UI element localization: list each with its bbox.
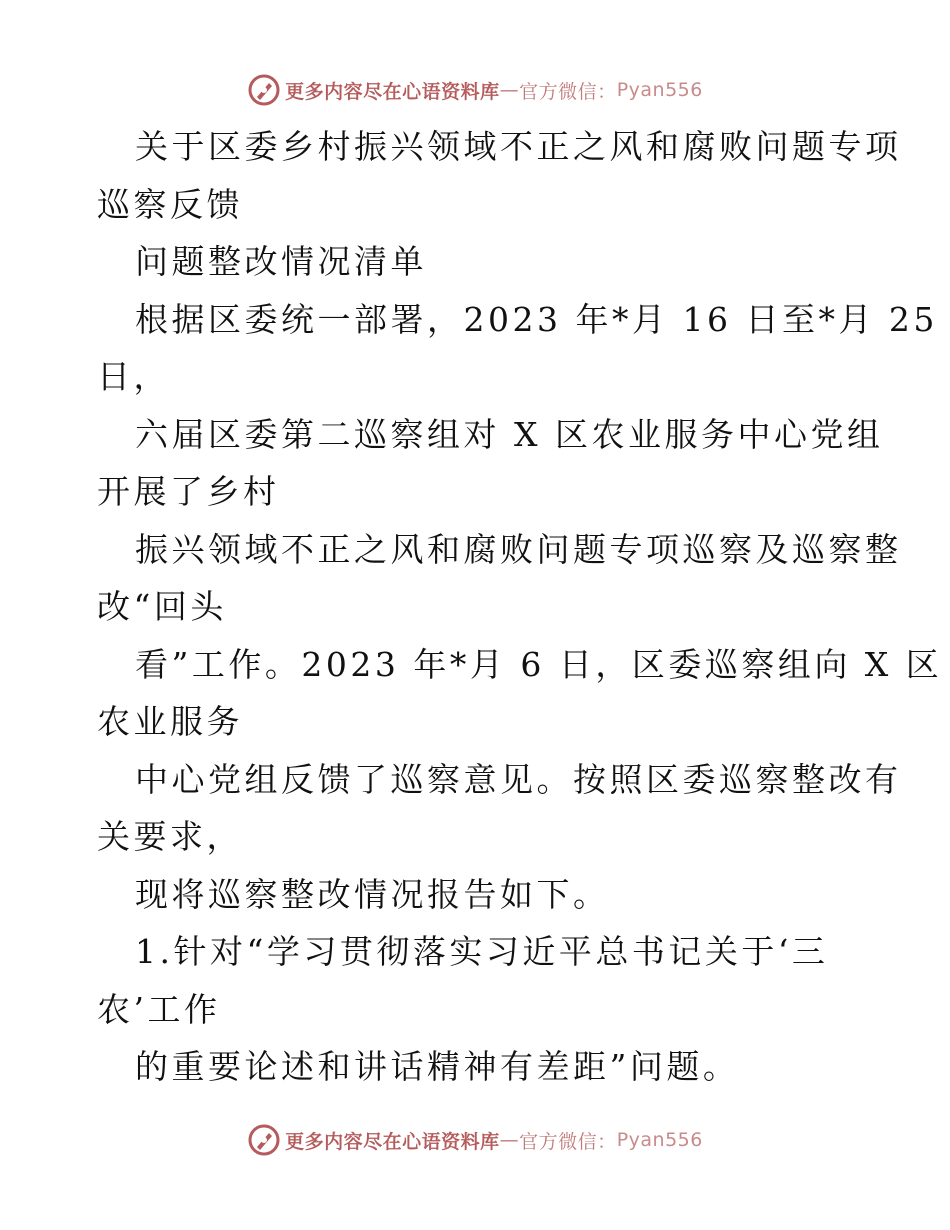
- text-line: 现将巡察整改情况报告如下。: [135, 874, 610, 914]
- watermark-separator: —: [499, 79, 520, 101]
- watermark-separator: —: [499, 1129, 520, 1151]
- watermark-suffix: 官方微信：: [519, 1130, 617, 1153]
- pen-circle-logo-icon: [247, 1123, 281, 1157]
- text-line: 农’工作: [97, 989, 221, 1029]
- text-line: 日，: [97, 357, 170, 396]
- text-line: 中心党组反馈了巡察意见。按照区委巡察整改有: [135, 759, 902, 799]
- watermark-handle: Pyan556: [616, 79, 703, 101]
- watermark-brand: 更多内容尽在心语资料库: [285, 80, 500, 103]
- text-line: 开展了乡村: [97, 472, 280, 511]
- text-line: 关于区委乡村振兴领域不正之风和腐败问题专项: [135, 127, 902, 166]
- watermark-banner-bottom: [0, 1120, 950, 1160]
- watermark-suffix: 官方微信：: [519, 80, 617, 103]
- watermark-handle: Pyan556: [616, 1129, 703, 1151]
- text-line: 1.针对“学习贯彻落实习近平总书记关于‘三: [135, 932, 829, 971]
- watermark-brand: 更多内容尽在心语资料库: [285, 1130, 500, 1153]
- text-line: 关要求，: [97, 817, 243, 856]
- document-body: [97, 118, 943, 1096]
- text-line: 改“回头: [97, 587, 227, 626]
- text-line: 六届区委第二巡察组对 X 区农业服务中心党组: [135, 414, 884, 454]
- text-line: 问题整改情况清单: [135, 242, 427, 281]
- text-line: 看”工作。2023 年*月 6 日，区委巡察组向 X 区: [135, 644, 943, 684]
- text-line: 根据区委统一部署，2023 年*月 16 日至*月 25: [135, 299, 938, 339]
- text-line: 巡察反馈: [97, 184, 243, 224]
- text-line: 的重要论述和讲话精神有差距”问题。: [135, 1047, 740, 1086]
- text-line: 农业服务: [97, 702, 243, 741]
- watermark-banner-top: [0, 70, 950, 110]
- pen-circle-logo-icon: [247, 73, 281, 107]
- text-line: 振兴领域不正之风和腐败问题专项巡察及巡察整: [135, 529, 902, 569]
